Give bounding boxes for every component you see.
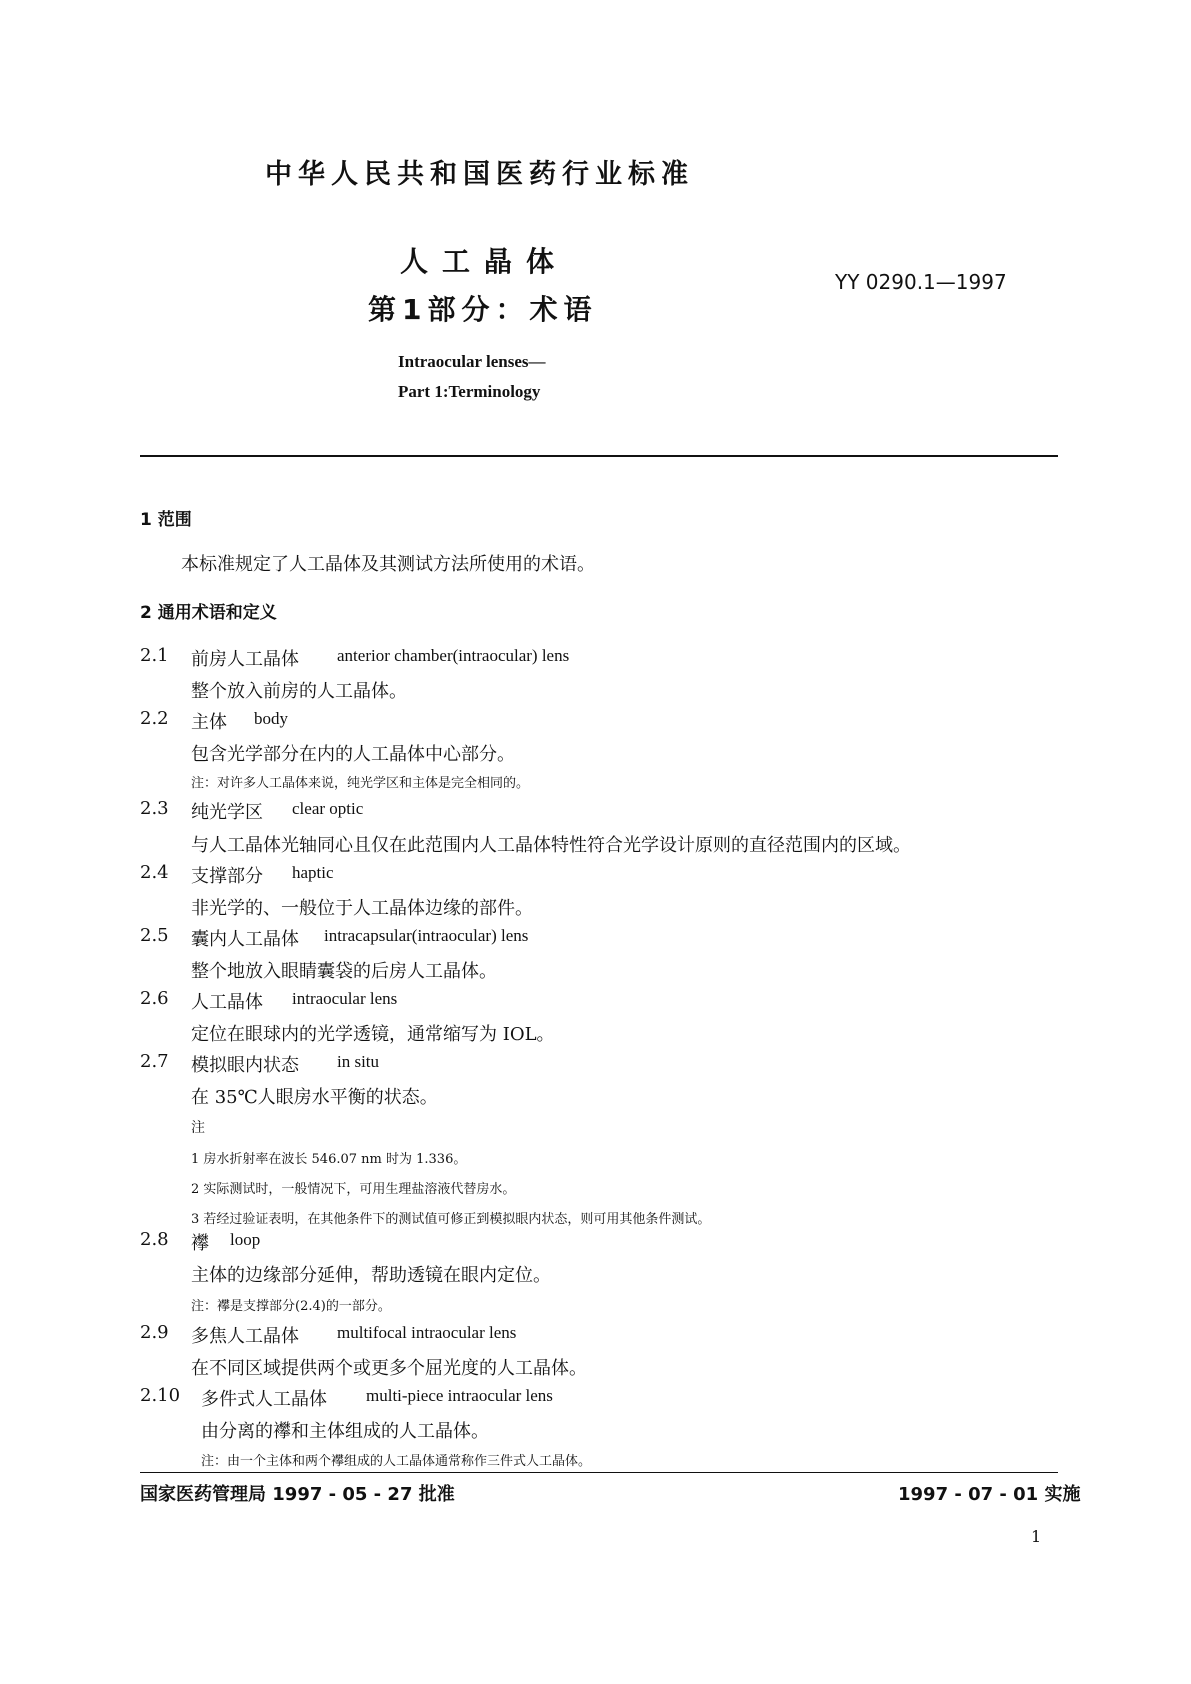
term-definition: 由分离的襻和主体组成的人工晶体。 bbox=[201, 1421, 489, 1442]
term-definition: 定位在眼球内的光学透镜，通常缩写为 IOL。 bbox=[191, 1024, 555, 1045]
term-chinese: 主体 bbox=[191, 712, 227, 733]
note-label: 注 bbox=[191, 1120, 205, 1136]
term-number: 2.3 bbox=[140, 798, 169, 819]
term-number: 2.9 bbox=[140, 1322, 169, 1343]
term-number: 2.10 bbox=[140, 1385, 181, 1406]
term-english: body bbox=[254, 709, 288, 728]
term-note: 注：襻是支撑部分(2.4)的一部分。 bbox=[191, 1299, 391, 1314]
term-definition: 在不同区域提供两个或更多个屈光度的人工晶体。 bbox=[191, 1358, 587, 1379]
term-chinese: 囊内人工晶体 bbox=[191, 929, 299, 950]
term-definition: 包含光学部分在内的人工晶体中心部分。 bbox=[191, 744, 515, 765]
term-english: intraocular lens bbox=[292, 989, 398, 1008]
term-english: in situ bbox=[337, 1052, 380, 1071]
term-chinese: 模拟眼内状态 bbox=[191, 1055, 299, 1076]
term-number: 2.6 bbox=[140, 988, 169, 1009]
term-chinese: 支撑部分 bbox=[191, 866, 263, 887]
term-note: 注：对许多人工晶体来说，纯光学区和主体是完全相同的。 bbox=[191, 776, 530, 791]
term-number: 2.4 bbox=[140, 862, 169, 883]
standard-title: 中华人民共和国医药行业标准 bbox=[265, 159, 694, 190]
term-english: multi-piece intraocular lens bbox=[366, 1386, 553, 1405]
term-note: 注：由一个主体和两个襻组成的人工晶体通常称作三件式人工晶体。 bbox=[201, 1454, 592, 1469]
term-number: 2.2 bbox=[140, 708, 169, 729]
term-number: 2.7 bbox=[140, 1051, 169, 1072]
term-number: 2.5 bbox=[140, 925, 169, 946]
term-chinese: 襻 bbox=[191, 1233, 209, 1254]
effective-date: 1997 - 07 - 01 实施 bbox=[898, 1484, 1081, 1505]
term-number: 2.1 bbox=[140, 645, 169, 666]
footer-divider bbox=[140, 1472, 1058, 1473]
section-1-text: 本标准规定了人工晶体及其测试方法所使用的术语。 bbox=[181, 554, 595, 575]
term-definition: 主体的边缘部分延伸，帮助透镜在眼内定位。 bbox=[191, 1265, 551, 1286]
header-divider bbox=[140, 455, 1058, 457]
term-definition: 与人工晶体光轴同心且仅在此范围内人工晶体特性符合光学设计原则的直径范围内的区域。 bbox=[191, 835, 911, 856]
term-english: loop bbox=[230, 1230, 261, 1249]
english-title-line1: Intraocular lenses— bbox=[398, 352, 546, 371]
term-chinese: 多件式人工晶体 bbox=[201, 1389, 327, 1410]
numbered-note: 3 若经过验证表明，在其他条件下的测试值可修正到模拟眼内状态，则可用其他条件测试。 bbox=[191, 1212, 711, 1227]
term-definition: 整个地放入眼睛囊袋的后房人工晶体。 bbox=[191, 961, 497, 982]
page-number: 1 bbox=[1031, 1527, 1042, 1546]
standard-code: YY 0290.1—1997 bbox=[835, 270, 1007, 294]
numbered-note: 2 实际测试时，一般情况下，可用生理盐溶液代替房水。 bbox=[191, 1182, 516, 1197]
term-chinese: 人工晶体 bbox=[191, 992, 263, 1013]
term-chinese: 前房人工晶体 bbox=[191, 649, 299, 670]
document-title-line2: 第1部分：术语 bbox=[368, 293, 598, 326]
term-definition: 整个放入前房的人工晶体。 bbox=[191, 681, 407, 702]
term-chinese: 纯光学区 bbox=[191, 802, 263, 823]
english-title-line2: Part 1:Terminology bbox=[398, 382, 541, 401]
section-1-heading: 1 范围 bbox=[140, 510, 192, 530]
term-english: haptic bbox=[292, 863, 334, 882]
approval-line: 国家医药管理局 1997 - 05 - 27 批准 bbox=[140, 1484, 455, 1505]
term-chinese: 多焦人工晶体 bbox=[191, 1326, 299, 1347]
document-title-line1: 人工晶体 bbox=[400, 245, 569, 278]
term-definition: 在 35℃人眼房水平衡的状态。 bbox=[191, 1087, 438, 1108]
numbered-note: 1 房水折射率在波长 546.07 nm 时为 1.336。 bbox=[191, 1152, 467, 1167]
term-english: intracapsular(intraocular) lens bbox=[324, 926, 529, 945]
term-definition: 非光学的、一般位于人工晶体边缘的部件。 bbox=[191, 898, 533, 919]
section-2-heading: 2 通用术语和定义 bbox=[140, 603, 277, 623]
term-english: clear optic bbox=[292, 799, 364, 818]
term-number: 2.8 bbox=[140, 1229, 169, 1250]
term-english: anterior chamber(intraocular) lens bbox=[337, 646, 570, 665]
term-english: multifocal intraocular lens bbox=[337, 1323, 517, 1342]
